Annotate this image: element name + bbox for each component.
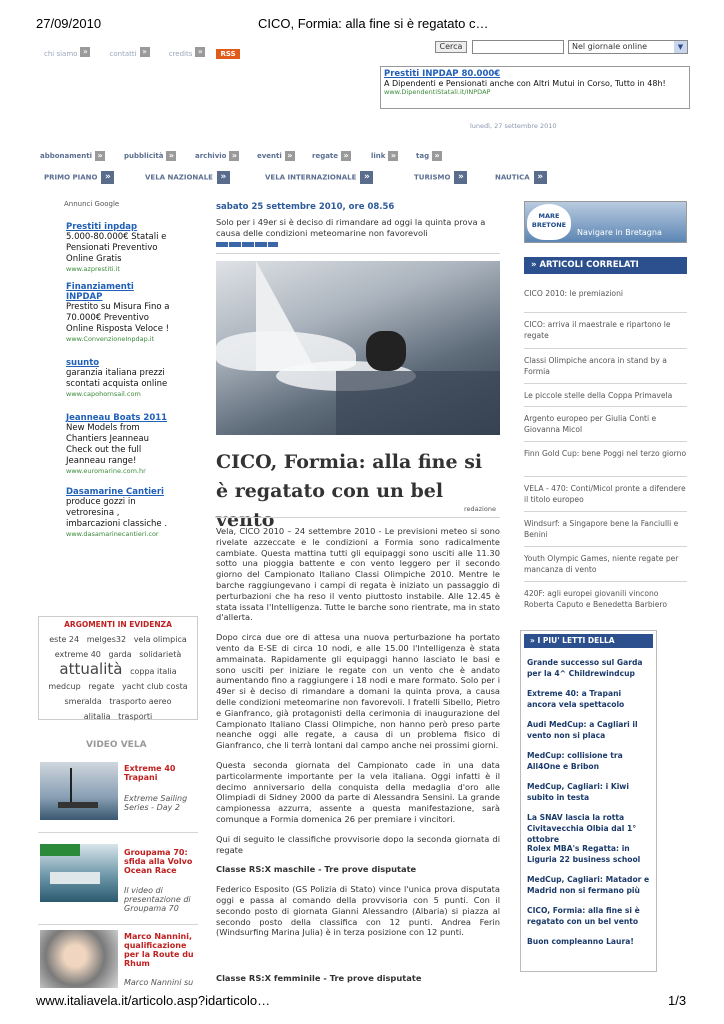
ad-body: New Models from Chantiers Jeanneau Check out the full Jeanneau range! — [66, 423, 150, 466]
related-item[interactable]: Finn Gold Cup: bene Poggi nel terzo giorno — [524, 449, 687, 458]
article-body — [216, 526, 500, 947]
article-byline: redazione — [464, 505, 496, 513]
ad-title[interactable]: Jeanneau Boats 2011 — [66, 413, 168, 423]
video-item-title[interactable]: Marco Nannini, qualificazione per la Route du Rhum — [124, 932, 194, 968]
chevron-down-icon: ▼ — [674, 41, 687, 53]
nav-primo-piano[interactable]: PRIMO PIANO » — [44, 171, 114, 184]
chevron-right-icon: » — [195, 47, 205, 57]
related-header: » ARTICOLI CORRELATI — [524, 257, 687, 274]
chevron-right-icon: » — [285, 151, 295, 161]
highlight-box — [38, 616, 198, 720]
print-date: 27/09/2010 — [36, 16, 102, 31]
tag[interactable]: trasporto aereo — [109, 697, 172, 706]
top-link-credits[interactable]: credits — [168, 50, 193, 58]
highlight-title: ARGOMENTI IN EVIDENZA — [64, 620, 172, 629]
tag[interactable]: regate — [88, 682, 115, 691]
chevron-right-icon: » — [341, 151, 351, 161]
related-item[interactable]: Argento europeo per Giulia Conti e Giovanna Micol — [524, 414, 657, 434]
video-item-desc: Marco Nannini su — [124, 978, 194, 987]
nav-turismo[interactable]: TURISMO » — [414, 171, 467, 184]
most-read-item[interactable]: Grande successo sul Garda per la 4^ Childrewindcup — [527, 658, 643, 678]
chevron-right-icon: » — [217, 171, 230, 184]
banner-mare-bretone[interactable] — [524, 201, 687, 243]
ad-item[interactable] — [66, 487, 172, 538]
ad-url[interactable]: www.dasamarinecantieri.cor — [66, 530, 159, 538]
most-read-list — [521, 651, 656, 956]
article-paragraph: Federico Esposito (GS Polizia di Stato) vince l'unica prova disputata oggi e passa al comando della provvisoria con 5 punti. Con il secondo posto di giornata Gianni Alessandro (Albaria) si piazza al secondo posto della classifica con 12 punti. Andrea Ferin (Windsurfing Marina Julia) è in terza posizione con 12 punti. — [216, 884, 500, 938]
print-url: www.italiavela.it/articolo.asp?idarticolo… — [36, 993, 271, 1008]
search-scope-value: Nel giornale online — [572, 42, 648, 51]
chevron-right-icon: » — [229, 151, 239, 161]
article-paragraph: Qui di seguito le classifiche provvisorie dopo la seconda giornata di regate — [216, 833, 500, 855]
video-thumbnail[interactable] — [40, 930, 118, 988]
article-datetime: sabato 25 settembre 2010, ore 08.56 — [216, 202, 395, 212]
ad-item[interactable] — [66, 413, 172, 475]
most-read-box — [520, 630, 657, 972]
related-item[interactable]: Le piccole stelle della Coppa Primavela — [524, 391, 673, 400]
ad-url[interactable]: www.ConvenzioneInpdap.it — [66, 335, 155, 343]
video-item-title[interactable]: Groupama 70: sfida alla Volvo Ocean Race — [124, 848, 193, 875]
date-line: lunedì, 27 settembre 2010 — [470, 122, 557, 130]
top-ad-body: A Dipendenti e Pensionati anche con Altri Mutui in Corso, Tutto in 48h! — [384, 79, 666, 88]
ad-title[interactable]: Prestiti inpdap — [66, 222, 138, 232]
nav-eventi[interactable]: eventi » — [257, 151, 295, 161]
chevron-right-icon: » — [534, 171, 547, 184]
chevron-right-icon: » — [166, 151, 176, 161]
print-page: 1/3 — [668, 993, 687, 1008]
tag[interactable]: garda — [108, 650, 132, 659]
google-ads-label: Annunci Google — [64, 200, 120, 208]
tag[interactable]: medcup — [48, 682, 81, 691]
tag[interactable]: attualità — [59, 660, 123, 678]
most-read-item[interactable]: Rolex MBA's Regatta: in Liguria 22 business school — [527, 844, 641, 864]
nav-secondary — [40, 148, 700, 166]
ad-item[interactable] — [66, 358, 172, 398]
rss-button[interactable]: RSS — [216, 49, 239, 59]
nav-vela-nazionale[interactable]: VELA NAZIONALE » — [145, 171, 230, 184]
nav-link[interactable]: link » — [371, 151, 398, 161]
nav-primary — [44, 168, 704, 188]
ad-item[interactable] — [66, 222, 172, 273]
article-headline: CICO, Formia: alla fine si è regatato con un bel vento — [216, 451, 483, 531]
tag[interactable]: solidarietà — [139, 650, 182, 659]
video-item-desc: Extreme Sailing Series - Day 2 — [124, 794, 188, 812]
article-paragraph: Dopo circa due ore di attesa una nuova perturbazione ha portato vento da E-SE di circa 10 nodi, e alle 15.00 l'Intelligenza è stata ammainata. Rapidamente gli equipaggi hanno lasciato le basi e sono usciti per iniziare le regate con un vento che è andato aumentando fino a raggiungere i 18 nodi e mare formato. Solo per i 49er si è deciso di rimandare a domani la quinta prova, a causa delle condizioni meteomarine non favorevoli. I fratelli Sibello, Pietro e Gianfranco, già protagonisti della cerimonia di inaugurazione del Campionato Italiano Classi Olimpiche, non hanno però preso parte neanche oggi alle regate, a causa di un problema fisico di Gianfranco, che li terrà lontani dal campo anche nei prossimi giorni. — [216, 632, 500, 751]
related-item[interactable]: VELA - 470: Conti/Micol pronte a difendere il titolo europeo — [524, 484, 686, 504]
tag[interactable]: trasporti — [118, 712, 153, 721]
search-scope-select[interactable] — [568, 40, 688, 54]
video-thumbnail[interactable] — [40, 844, 118, 902]
most-read-item[interactable]: Extreme 40: a Trapani ancora vela spettacolo — [527, 689, 625, 709]
section-title: Classe RS:X femminile - Tre prove disputate — [216, 973, 422, 983]
ad-body: produce gozzi in vetroresina , imbarcazioni classiche . — [66, 497, 168, 529]
top-ad[interactable] — [380, 66, 690, 109]
video-item[interactable] — [38, 842, 198, 922]
most-read-item[interactable]: MedCup: collisione tra All4One e Bribon — [527, 751, 623, 771]
top-link-about[interactable]: chi siamo — [44, 50, 78, 58]
related-item[interactable]: CICO: arriva il maestrale e ripartono le regate — [524, 320, 671, 340]
most-read-item[interactable]: Buon compleanno Laura! — [527, 937, 634, 946]
ad-title[interactable]: suunto — [66, 358, 100, 368]
top-link-contacts[interactable]: contatti — [109, 50, 137, 58]
banner-brand: MARE BRETONE — [527, 204, 571, 240]
most-read-item[interactable]: CICO, Formia: alla fine si è regatato con un bel vento — [527, 906, 640, 926]
video-item[interactable] — [38, 928, 198, 990]
related-item[interactable]: 420F: agli europei giovanili vincono Roberta Caputo e Benedetta Barbiero — [524, 589, 668, 609]
nav-tag[interactable]: tag » — [416, 151, 442, 161]
ad-item[interactable] — [66, 282, 172, 343]
chevron-right-icon: » — [80, 47, 90, 57]
search-input[interactable] — [472, 40, 564, 54]
video-title: VIDEO VELA — [86, 740, 147, 750]
tag[interactable]: smeralda — [64, 697, 102, 706]
tag[interactable]: yacht club costa — [122, 682, 188, 691]
section-title: Classe RS:X maschile - Tre prove disputate — [216, 864, 417, 875]
chevron-right-icon: » — [95, 151, 105, 161]
video-item[interactable] — [38, 760, 198, 830]
article-image — [216, 261, 500, 435]
tag[interactable]: extreme 40 — [54, 650, 101, 659]
ad-body: 5.000-80.000€ Statali e Pensionati Preventivo Online Gratis — [66, 232, 167, 264]
chevron-right-icon: » — [454, 171, 467, 184]
ad-title[interactable]: Dasamarine Cantieri — [66, 487, 164, 497]
tag[interactable]: coppa italia — [130, 667, 177, 676]
video-item-title[interactable]: Extreme 40 Trapani — [124, 764, 176, 782]
chevron-right-icon: » — [140, 47, 150, 57]
most-read-item[interactable]: La SNAV lascia la rotta Civitavecchia Olbia dal 1° ottobre — [527, 813, 637, 844]
ad-url[interactable]: www.capohornsail.com — [66, 390, 141, 398]
top-ad-url[interactable]: www.DipendentiStatali.it/INPDAP — [384, 88, 491, 96]
related-item[interactable]: CICO 2010: le premiazioni — [524, 289, 624, 298]
banner-tagline: Navigare in Bretagna — [577, 228, 662, 237]
tag[interactable]: melges32 — [86, 635, 127, 644]
related-item[interactable]: Windsurf: a Singapore bene la Fanciulli e Benini — [524, 519, 679, 539]
tag[interactable]: alitalia — [83, 712, 111, 721]
nav-abbonamenti[interactable]: abbonamenti » — [40, 151, 105, 161]
article-paragraph: Questa seconda giornata del Campionato cade in una data particolarmente importante per la vela italiana. Oggi infatti è il decimo anniversario della conquista della medaglia d'oro alle Olimpiadi di Sidney 2000 da parte di Alessandra Sensini. La grande campionessa azzurra, assente a questa manifestazione, sarà comunque a Formia domenica 26 per premiare i vincitori. — [216, 759, 500, 824]
chevron-right-icon: » — [360, 171, 373, 184]
nav-pubblicita[interactable]: pubblicità » — [124, 151, 176, 161]
ad-body: garanzia italiana prezzi scontati acquista online — [66, 368, 168, 389]
ad-body: Prestito su Misura Fino a 70.000€ Preventivo Online Risposta Veloce ! — [66, 302, 170, 334]
most-read-item[interactable]: Audi MedCup: a Cagliari il vento non si placa — [527, 720, 638, 740]
nav-nautica[interactable]: NAUTICA » — [495, 171, 547, 184]
video-item-desc: Il video di presentazione di Groupama 70 — [124, 886, 191, 913]
tag[interactable]: este 24 — [49, 635, 80, 644]
related-list — [524, 282, 687, 612]
related-item[interactable]: Youth Olympic Games, niente regate per mancanza di vento — [524, 554, 679, 574]
most-read-item[interactable]: MedCup, Cagliari: i Kiwi subito in testa — [527, 782, 629, 802]
chevron-right-icon: » — [101, 171, 114, 184]
ad-url[interactable]: www.azprestiti.it — [66, 265, 120, 273]
print-title: CICO, Formia: alla fine si è regatato c… — [258, 16, 489, 31]
related-item[interactable]: Classi Olimpiche ancora in stand by a Formia — [524, 356, 667, 376]
rating-bar[interactable] — [216, 242, 278, 247]
ad-title[interactable]: Finanziamenti INPDAP — [66, 282, 134, 302]
chevron-right-icon: » — [388, 151, 398, 161]
tag-cloud — [42, 632, 194, 724]
ad-url[interactable]: www.euromarine.com.hr — [66, 467, 146, 475]
google-ads-list — [66, 222, 172, 538]
most-read-header: » I PIU' LETTI DELLA SETTIMANA — [524, 634, 653, 648]
video-thumbnail[interactable] — [40, 762, 118, 820]
most-read-item[interactable]: MedCup, Cagliari: Matador e Madrid non si fermano più — [527, 875, 650, 895]
nav-vela-internazionale[interactable]: VELA INTERNAZIONALE » — [265, 171, 373, 184]
nav-regate[interactable]: regate » — [312, 151, 351, 161]
top-links — [44, 41, 240, 60]
chevron-right-icon: » — [432, 151, 442, 161]
article-summary: Solo per i 49er si è deciso di rimandare ad oggi la quinta prova a causa delle condizioni meteomarine non favorevoli — [216, 217, 486, 238]
search-button[interactable]: Cerca — [435, 41, 467, 53]
chevron-right-icon: » — [530, 636, 535, 645]
top-ad-title[interactable]: Prestiti INPDAP 80.000€ — [384, 69, 501, 79]
nav-archivio[interactable]: archivio » — [195, 151, 239, 161]
article-paragraph: Vela, CICO 2010 – 24 settembre 2010 - Le previsioni meteo si sono rivelate azzeccate e le condizioni a Formia sono radicalmente cambiate. Questa mattina tutti gli equipaggi sono usciti alle 11.30 sotto una pioggia battente e con vento leggero per il secondo giorno del Campionato Italiano Classi Olimpiche 2010. Mentre le barche raggiungevano i campi di regata è iniziato un passaggio di perturbazioni che ha reso il vento piuttosto instabile. Alle 12.45 è stata issata l'Intelligenza. Tutte le barche sono rientrate, ma in stato d'allerta. — [216, 526, 500, 623]
tag[interactable]: vela olimpica — [133, 635, 187, 644]
